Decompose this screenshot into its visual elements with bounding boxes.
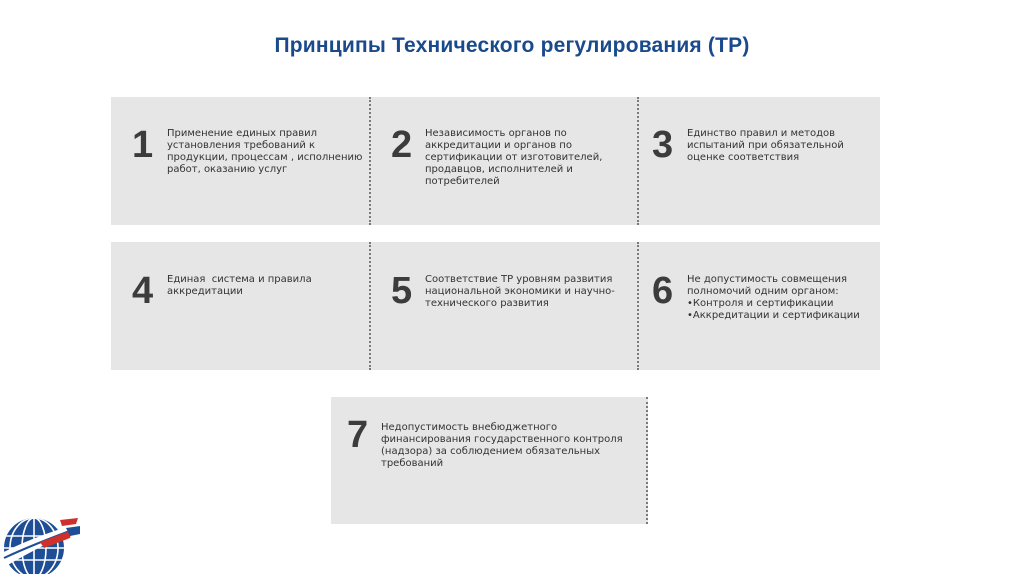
principle-text: Единство правил и методов испытаний при обязательной оценке соответствия (687, 128, 844, 163)
principle-text: Применение единых правил установления требований к продукции, процессам , исполнению работ, оказанию услуг (167, 128, 363, 175)
principle-text: Не допустимость совмещения полномочий одним органом: •Контроля и сертификации •Аккредитации и сертификации (687, 274, 860, 321)
principle-number: 2 (391, 124, 413, 166)
principle-number: 5 (391, 270, 413, 312)
principle-number: 1 (132, 124, 154, 166)
principle-number: 3 (652, 124, 674, 166)
slide-title: Принципы Технического регулирования (ТР) (274, 34, 750, 57)
principle-number: 4 (132, 270, 154, 312)
principle-text: Независимость органов по аккредитации и органов по сертификации от изготовителей, продавцов, исполнителей и потребителей (425, 128, 603, 187)
row-divider (637, 97, 639, 225)
principle-number: 7 (347, 414, 369, 456)
row-divider (369, 242, 371, 370)
principle-number: 6 (652, 270, 674, 312)
globe-logo-icon (0, 508, 90, 574)
principle-text: Недопустимость внебюджетного финансирования государственного контроля (надзора) за соблюдением обязательных требований (381, 422, 623, 469)
principle-text: Соответствие ТР уровням развития национальной экономики и научно- технического развития (425, 274, 615, 309)
principle-text: Единая система и правила аккредитации (167, 274, 312, 297)
row-divider (646, 397, 648, 524)
row-divider (637, 242, 639, 370)
row-divider (369, 97, 371, 225)
